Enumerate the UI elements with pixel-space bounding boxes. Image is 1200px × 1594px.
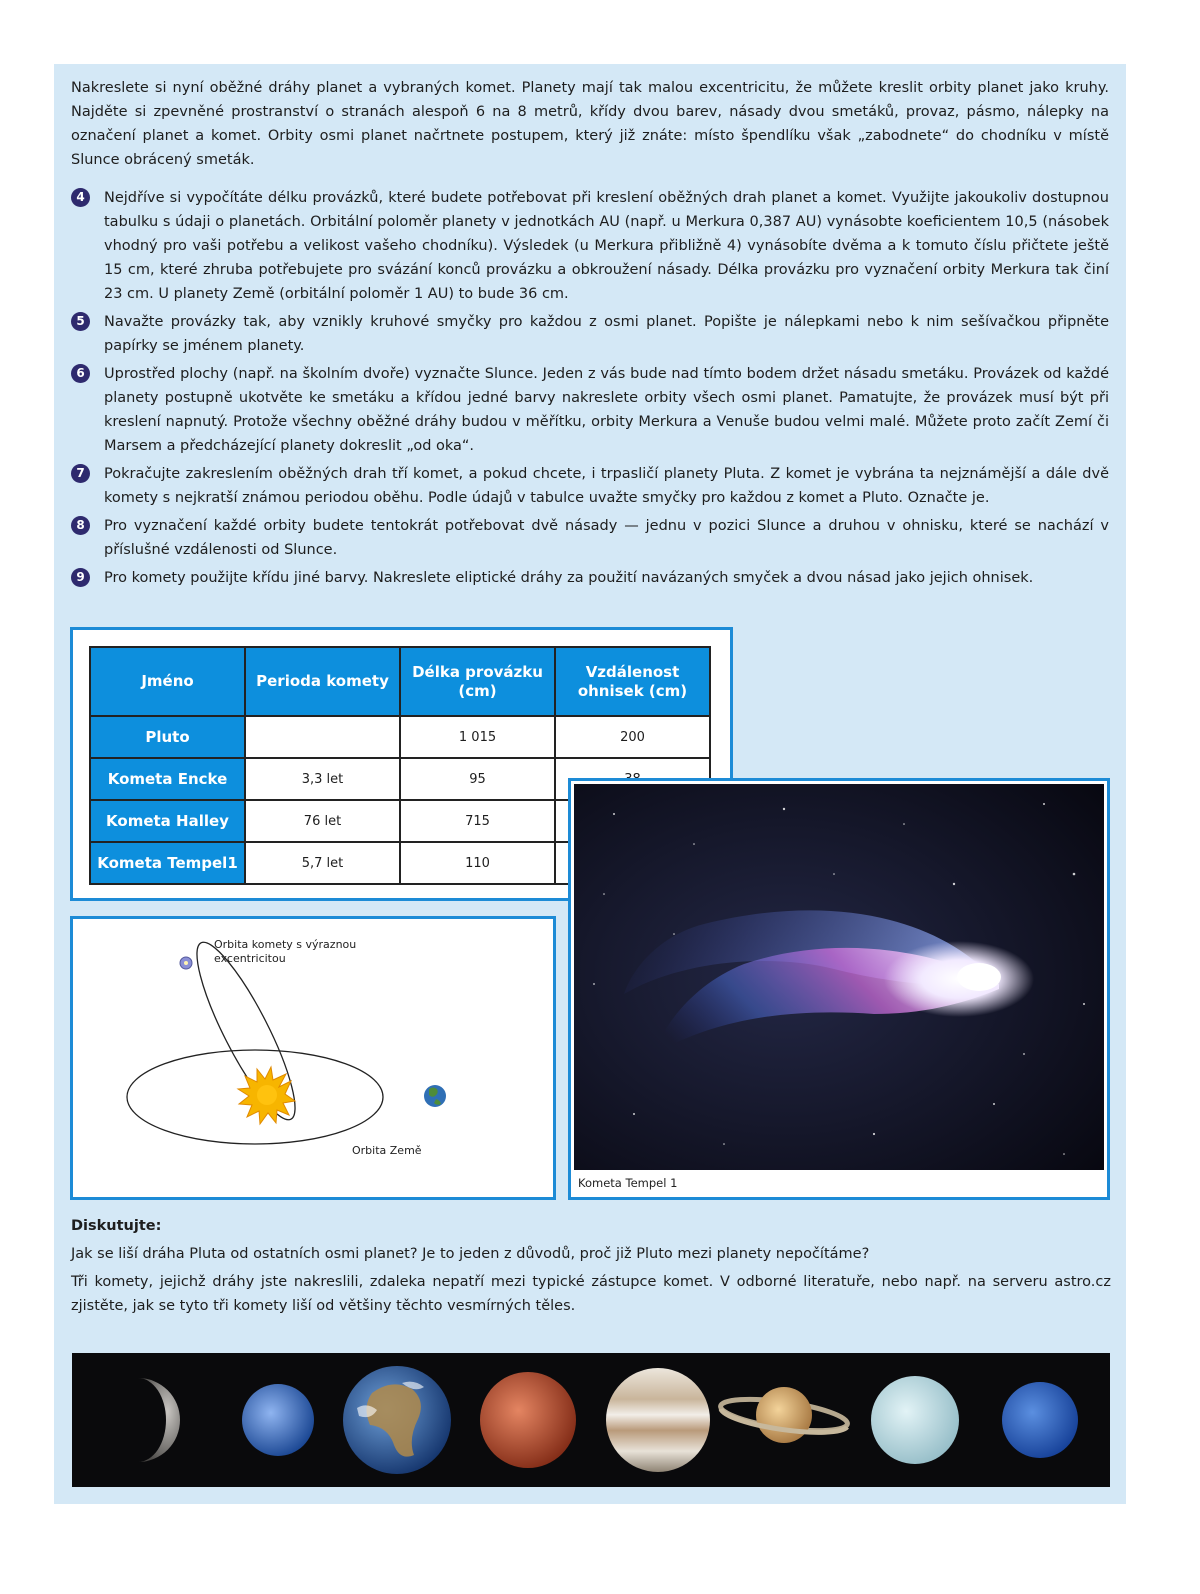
comet-photo-frame: [568, 778, 1110, 1200]
step-5: [71, 310, 1109, 358]
column-header: Vzdálenost ohnisek (cm): [555, 647, 710, 716]
step-7: [71, 462, 1109, 510]
row-name-cell: Kometa Encke: [90, 758, 245, 800]
step-text: Pro komety použijte křídu jiné barvy. Nakreslete eliptické dráhy za použití navázaných smyček a dvou násad jako jejich ohnisek.: [104, 570, 1034, 586]
intro-paragraph: Nakreslete si nyní oběžné dráhy planet a vybraných komet. Planety mají tak malou excentricitu, že můžete kreslit orbity planet jako kruhy. Najděte si zpevněné prostranství o stranách alespoň 6 na 8 metrů, křídy dvou barev, násady dvou smetáků, provaz, pásmo, nálepky na označení planet a komet. Orbity osmi planet načrtnete postupem, který již znáte: místo špendlíku však „zabodnete“ do chodníku v místě Slunce obrácený smeták.: [71, 80, 1109, 168]
step-text: Nejdříve si vypočítáte délku provázků, které budete potřebovat při kreslení oběžných drah planet a komet. Využijte jakoukoliv dostupnou tabulku s údaji o planetách. Orbitální poloměr planety v jednotkách AU (např. u Merkura 0,387 AU) vynásobte koeficientem 10,5 (násobek vhodný pro vaši potřebu a velikost vašeho chodníku). Výsledek (u Merkura přibližně 4) vynásobíte dvěma a k tomuto číslu přičtete ještě 15 cm, které zhruba potřebujete pro svázání konců provázku a obkroužení násady. Délka provázku pro vyznačení orbity Merkura tak činí 23 cm. U planety Země (orbitální poloměr 1 AU) to bude 36 cm.: [104, 190, 1109, 302]
uranus-icon: [871, 1376, 959, 1464]
comet-orbit-label: excentricitou: [214, 952, 286, 965]
column-header: Délka provázku (cm): [400, 647, 555, 716]
table-cell: 3,3 let: [245, 758, 400, 800]
step-number-badge: 4: [71, 188, 90, 207]
jupiter-icon: [606, 1368, 710, 1472]
column-header: Jméno: [90, 647, 245, 716]
discussion-question: Jak se liší dráha Pluta od ostatních osmi planet? Je to jeden z důvodů, proč již Pluto mezi planety nepočítáme?: [71, 1246, 870, 1262]
table-cell: [245, 716, 400, 758]
orbit-diagram: [73, 919, 553, 1197]
step-4: [71, 186, 1109, 306]
mars-icon: [480, 1372, 576, 1468]
step-9: [71, 566, 1109, 590]
table-cell: 5,7 let: [245, 842, 400, 884]
table-cell: 715: [400, 800, 555, 842]
table-cell: 95: [400, 758, 555, 800]
neptune-icon: [1002, 1382, 1078, 1458]
step-number-badge: 9: [71, 568, 90, 587]
comet-photo: [574, 784, 1104, 1170]
mercury-icon: [138, 1378, 180, 1462]
step-number-badge: 6: [71, 364, 90, 383]
step-text: Navažte provázky tak, aby vznikly kruhové smyčky pro každou z osmi planet. Popište je nálepkami nebo k nim sešívačkou připněte papírky se jménem planety.: [104, 314, 1109, 354]
planets-strip: [72, 1353, 1110, 1487]
earth-icon: [424, 1085, 446, 1107]
table-cell: 76 let: [245, 800, 400, 842]
photo-caption: Kometa Tempel 1: [578, 1176, 678, 1190]
discussion-section: [71, 1214, 1111, 1322]
step-8: [71, 514, 1109, 562]
step-text: Pro vyznačení každé orbity budete tentokrát potřebovat dvě násady — jednu v pozici Slunce a druhou v ohnisku, které se nachází v příslušné vzdálenosti od Slunce.: [104, 518, 1109, 558]
earth-photo-icon: [343, 1366, 451, 1474]
venus-icon: [242, 1384, 314, 1456]
step-text: Uprostřed plochy (např. na školním dvoře) vyznačte Slunce. Jeden z vás bude nad tímto bodem držet násadu smetáku. Provázek od každé planety postupně ukotvěte ke smetáku a křídou jedné barvy nakreslete orbity všech osmi planet. Pamatujte, že provázek musí být při kreslení napnutý. Protože všechny oběžné dráhy budou v měřítku, orbity Merkura a Venuše budou velmi malé. Můžete proto začít Zemí či Marsem a předcházející planety dokreslit „od oka“.: [104, 366, 1109, 454]
table-cell: 110: [400, 842, 555, 884]
discussion-question: Tři komety, jejichž dráhy jste nakreslili, zdaleka nepatří mezi typické zástupce komet. V odborné literatuře, nebo např. na serveru astro.cz zjistěte, jak se tyto tři komety liší od většiny těchto vesmírných těles.: [71, 1274, 1111, 1314]
comet-orbit-label: Orbita komety s výraznou: [214, 938, 357, 951]
step-number-badge: 7: [71, 464, 90, 483]
orbit-diagram-frame: [70, 916, 556, 1200]
comet-icon: [180, 957, 192, 969]
table-header-row: [90, 647, 710, 716]
table-row: [90, 716, 710, 758]
row-name-cell: Pluto: [90, 716, 245, 758]
table-cell: 200: [555, 716, 710, 758]
step-number-badge: 5: [71, 312, 90, 331]
saturn-icon: [719, 1387, 849, 1443]
step-6: [71, 362, 1109, 458]
planets-image: [72, 1353, 1110, 1487]
column-header: Perioda komety: [245, 647, 400, 716]
table-cell: 1 015: [400, 716, 555, 758]
row-name-cell: Kometa Tempel1: [90, 842, 245, 884]
step-number-badge: 8: [71, 516, 90, 535]
step-text: Pokračujte zakreslením oběžných drah tří komet, a pokud chcete, i trpasličí planety Pluta. Z komet je vybrána ta nejznámější a dále dvě komety s nejkratší známou periodou oběhu. Podle údajů v tabulce uvažte smyčky pro každou z komet a Pluto. Označte je.: [104, 466, 1109, 506]
row-name-cell: Kometa Halley: [90, 800, 245, 842]
earth-orbit-label: Orbita Země: [352, 1144, 422, 1157]
steps-list: [71, 186, 1109, 594]
comet-image: [574, 784, 1104, 1170]
discussion-heading: Diskutujte:: [71, 1218, 162, 1234]
